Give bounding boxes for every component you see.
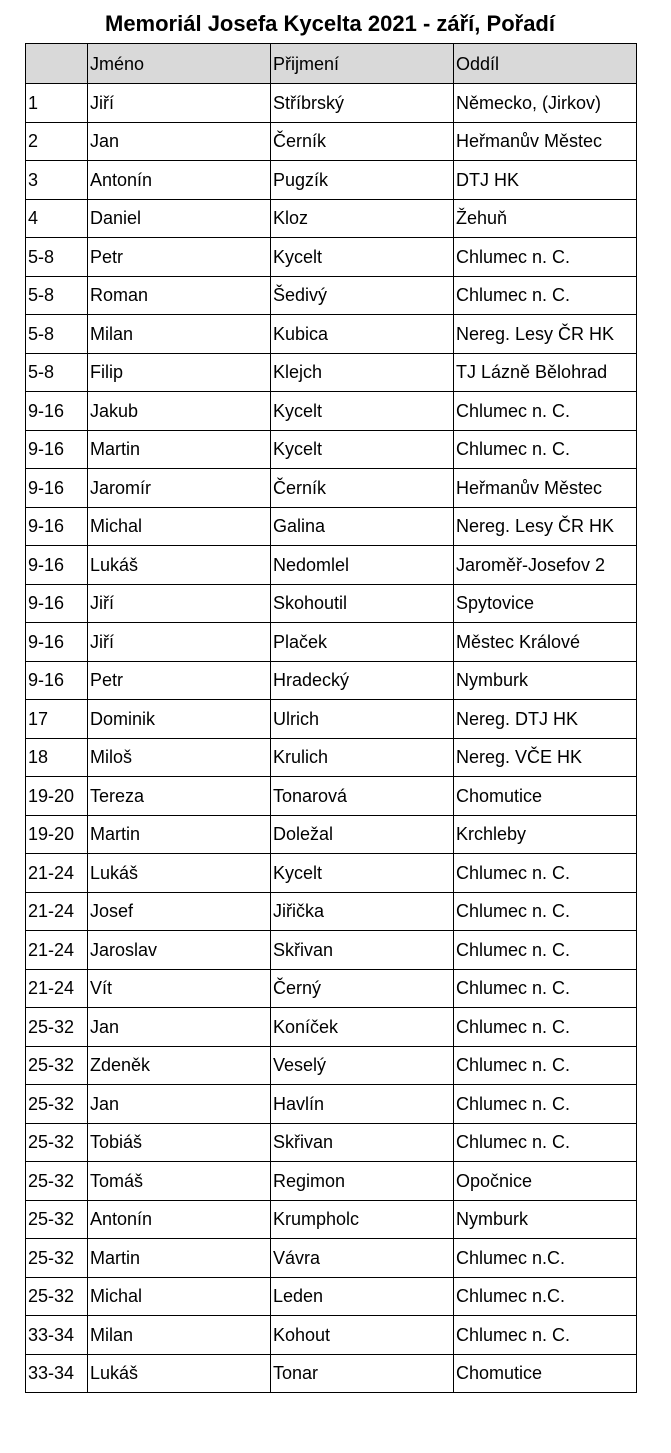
club-cell: Nymburk — [454, 1200, 637, 1239]
rank-cell: 2 — [26, 122, 88, 161]
last-name-cell: Kycelt — [271, 392, 454, 431]
last-name-cell: Klejch — [271, 353, 454, 392]
first-name-cell: Milan — [88, 1316, 271, 1355]
club-cell: Nereg. Lesy ČR HK — [454, 315, 637, 354]
first-name-cell: Petr — [88, 238, 271, 277]
table-row — [26, 1123, 637, 1162]
table-row — [26, 392, 637, 431]
rank-cell: 9-16 — [26, 584, 88, 623]
last-name-cell: Černík — [271, 469, 454, 508]
rank-cell: 21-24 — [26, 931, 88, 970]
rank-cell: 9-16 — [26, 507, 88, 546]
last-name-cell: Kloz — [271, 199, 454, 238]
rank-cell: 25-32 — [26, 1008, 88, 1047]
table-row — [26, 661, 637, 700]
results-body — [26, 84, 637, 1393]
rank-cell: 5-8 — [26, 276, 88, 315]
last-name-cell: Leden — [271, 1277, 454, 1316]
first-name-cell: Martin — [88, 1239, 271, 1278]
first-name-cell: Martin — [88, 430, 271, 469]
club-cell: Chlumec n. C. — [454, 430, 637, 469]
last-name-cell: Havlín — [271, 1085, 454, 1124]
last-name-cell: Koníček — [271, 1008, 454, 1047]
table-row — [26, 1085, 637, 1124]
club-cell: Chlumec n. C. — [454, 1046, 637, 1085]
last-name-cell: Stříbrský — [271, 84, 454, 123]
first-name-cell: Jakub — [88, 392, 271, 431]
rank-cell: 25-32 — [26, 1046, 88, 1085]
table-row — [26, 700, 637, 739]
first-name-cell: Milan — [88, 315, 271, 354]
rank-cell: 33-34 — [26, 1354, 88, 1393]
last-name-cell: Galina — [271, 507, 454, 546]
rank-cell: 9-16 — [26, 392, 88, 431]
first-name-cell: Jaroslav — [88, 931, 271, 970]
last-name-cell: Pugzík — [271, 161, 454, 200]
first-name-cell: Daniel — [88, 199, 271, 238]
first-name-cell: Jan — [88, 1085, 271, 1124]
club-cell: Chlumec n. C. — [454, 238, 637, 277]
first-name-cell: Lukáš — [88, 1354, 271, 1393]
rank-cell: 21-24 — [26, 854, 88, 893]
document-title: Memoriál Josefa Kycelta 2021 - září, Pořadí — [105, 11, 555, 36]
club-cell: TJ Lázně Bělohrad — [454, 353, 637, 392]
rank-cell: 25-32 — [26, 1085, 88, 1124]
table-row — [26, 199, 637, 238]
first-name-cell: Jan — [88, 1008, 271, 1047]
club-cell: Nereg. Lesy ČR HK — [454, 507, 637, 546]
club-cell: Jaroměř-Josefov 2 — [454, 546, 637, 585]
last-name-cell: Hradecký — [271, 661, 454, 700]
first-name-cell: Jiří — [88, 84, 271, 123]
last-name-cell: Regimon — [271, 1162, 454, 1201]
table-row — [26, 854, 637, 893]
first-name-cell: Jaromír — [88, 469, 271, 508]
first-name-cell: Vít — [88, 969, 271, 1008]
first-name-cell: Martin — [88, 815, 271, 854]
table-row — [26, 507, 637, 546]
club-cell: Nereg. DTJ HK — [454, 700, 637, 739]
last-name-cell: Veselý — [271, 1046, 454, 1085]
last-name-cell: Kohout — [271, 1316, 454, 1355]
rank-cell: 25-32 — [26, 1277, 88, 1316]
rank-cell: 3 — [26, 161, 88, 200]
club-cell: Chlumec n. C. — [454, 392, 637, 431]
rank-cell: 4 — [26, 199, 88, 238]
club-cell: Chlumec n.C. — [454, 1239, 637, 1278]
last-name-cell: Skřivan — [271, 1123, 454, 1162]
rank-cell: 5-8 — [26, 238, 88, 277]
first-name-cell: Lukáš — [88, 854, 271, 893]
table-row — [26, 892, 637, 931]
table-row — [26, 84, 637, 123]
last-name-cell: Kycelt — [271, 430, 454, 469]
club-cell: Chlumec n. C. — [454, 1008, 637, 1047]
first-name-cell: Michal — [88, 507, 271, 546]
table-row — [26, 815, 637, 854]
column-header-first-name: Jméno — [88, 44, 271, 84]
club-cell: Chomutice — [454, 777, 637, 816]
rank-cell: 21-24 — [26, 892, 88, 931]
table-row — [26, 1354, 637, 1393]
last-name-cell: Černý — [271, 969, 454, 1008]
table-row — [26, 969, 637, 1008]
club-cell: Chlumec n.C. — [454, 1277, 637, 1316]
club-cell: Krchleby — [454, 815, 637, 854]
club-cell: Heřmanův Městec — [454, 469, 637, 508]
results-table — [25, 43, 637, 1393]
first-name-cell: Miloš — [88, 738, 271, 777]
last-name-cell: Krumpholc — [271, 1200, 454, 1239]
last-name-cell: Černík — [271, 122, 454, 161]
club-cell: Chlumec n. C. — [454, 969, 637, 1008]
table-row — [26, 1046, 637, 1085]
last-name-cell: Kycelt — [271, 238, 454, 277]
table-row — [26, 1277, 637, 1316]
table-row — [26, 276, 637, 315]
column-header-rank — [26, 44, 88, 84]
table-row — [26, 738, 637, 777]
table-row — [26, 1200, 637, 1239]
club-cell: Opočnice — [454, 1162, 637, 1201]
last-name-cell: Ulrich — [271, 700, 454, 739]
club-cell: Spytovice — [454, 584, 637, 623]
last-name-cell: Skřivan — [271, 931, 454, 970]
club-cell: Chlumec n. C. — [454, 1316, 637, 1355]
club-cell: Chlumec n. C. — [454, 276, 637, 315]
table-row — [26, 546, 637, 585]
column-header-club: Oddíl — [454, 44, 637, 84]
last-name-cell: Doležal — [271, 815, 454, 854]
table-row — [26, 1162, 637, 1201]
table-row — [26, 1239, 637, 1278]
table-row — [26, 584, 637, 623]
rank-cell: 5-8 — [26, 315, 88, 354]
rank-cell: 5-8 — [26, 353, 88, 392]
first-name-cell: Antonín — [88, 1200, 271, 1239]
table-row — [26, 623, 637, 662]
first-name-cell: Filip — [88, 353, 271, 392]
table-row — [26, 122, 637, 161]
table-row — [26, 315, 637, 354]
table-row — [26, 469, 637, 508]
last-name-cell: Šedivý — [271, 276, 454, 315]
rank-cell: 1 — [26, 84, 88, 123]
club-cell: DTJ HK — [454, 161, 637, 200]
first-name-cell: Michal — [88, 1277, 271, 1316]
last-name-cell: Tonarová — [271, 777, 454, 816]
first-name-cell: Tereza — [88, 777, 271, 816]
column-header-last-name: Přijmení — [271, 44, 454, 84]
club-cell: Heřmanův Městec — [454, 122, 637, 161]
rank-cell: 9-16 — [26, 546, 88, 585]
last-name-cell: Kubica — [271, 315, 454, 354]
last-name-cell: Skohoutil — [271, 584, 454, 623]
club-cell: Chlumec n. C. — [454, 854, 637, 893]
first-name-cell: Jiří — [88, 623, 271, 662]
table-row — [26, 1008, 637, 1047]
first-name-cell: Lukáš — [88, 546, 271, 585]
last-name-cell: Kycelt — [271, 854, 454, 893]
table-row — [26, 238, 637, 277]
table-row — [26, 777, 637, 816]
last-name-cell: Vávra — [271, 1239, 454, 1278]
first-name-cell: Dominik — [88, 700, 271, 739]
table-row — [26, 931, 637, 970]
club-cell: Nymburk — [454, 661, 637, 700]
last-name-cell: Krulich — [271, 738, 454, 777]
rank-cell: 9-16 — [26, 469, 88, 508]
table-row — [26, 161, 637, 200]
last-name-cell: Tonar — [271, 1354, 454, 1393]
first-name-cell: Jan — [88, 122, 271, 161]
first-name-cell: Roman — [88, 276, 271, 315]
first-name-cell: Zdeněk — [88, 1046, 271, 1085]
rank-cell: 33-34 — [26, 1316, 88, 1355]
table-row — [26, 430, 637, 469]
club-cell: Žehuň — [454, 199, 637, 238]
last-name-cell: Jiřička — [271, 892, 454, 931]
club-cell: Městec Králové — [454, 623, 637, 662]
first-name-cell: Tobiáš — [88, 1123, 271, 1162]
club-cell: Chomutice — [454, 1354, 637, 1393]
club-cell: Nereg. VČE HK — [454, 738, 637, 777]
first-name-cell: Tomáš — [88, 1162, 271, 1201]
last-name-cell: Nedomlel — [271, 546, 454, 585]
club-cell: Chlumec n. C. — [454, 1123, 637, 1162]
rank-cell: 25-32 — [26, 1239, 88, 1278]
rank-cell: 18 — [26, 738, 88, 777]
header-row — [26, 44, 637, 84]
rank-cell: 19-20 — [26, 777, 88, 816]
last-name-cell: Plaček — [271, 623, 454, 662]
rank-cell: 9-16 — [26, 661, 88, 700]
first-name-cell: Josef — [88, 892, 271, 931]
club-cell: Německo, (Jirkov) — [454, 84, 637, 123]
rank-cell: 25-32 — [26, 1162, 88, 1201]
club-cell: Chlumec n. C. — [454, 931, 637, 970]
first-name-cell: Jiří — [88, 584, 271, 623]
rank-cell: 25-32 — [26, 1123, 88, 1162]
table-row — [26, 353, 637, 392]
rank-cell: 9-16 — [26, 623, 88, 662]
rank-cell: 9-16 — [26, 430, 88, 469]
rank-cell: 19-20 — [26, 815, 88, 854]
club-cell: Chlumec n. C. — [454, 892, 637, 931]
table-row — [26, 1316, 637, 1355]
rank-cell: 21-24 — [26, 969, 88, 1008]
rank-cell: 25-32 — [26, 1200, 88, 1239]
rank-cell: 17 — [26, 700, 88, 739]
club-cell: Chlumec n. C. — [454, 1085, 637, 1124]
first-name-cell: Antonín — [88, 161, 271, 200]
first-name-cell: Petr — [88, 661, 271, 700]
